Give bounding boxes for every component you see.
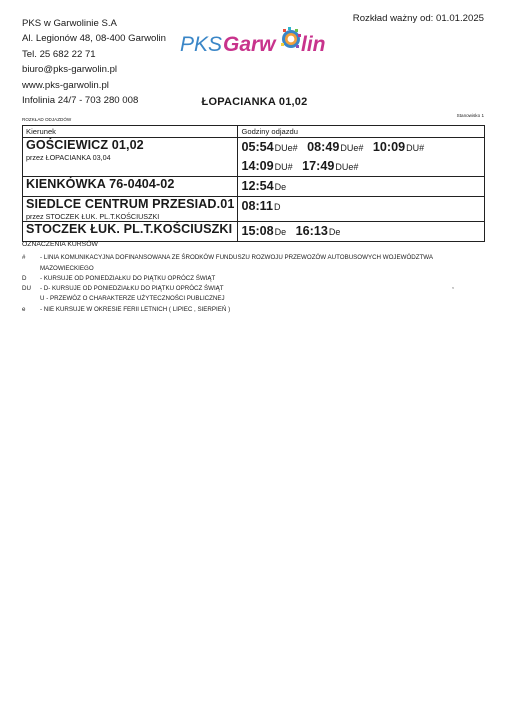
legend-text: U - PRZEWÓZ O CHARAKTERZE UŻYTECZNOŚCI PUBLICZNEJ bbox=[40, 295, 225, 303]
departure bbox=[241, 159, 292, 173]
destination-via: przez STOCZEK ŁUK. PL.T.KOŚCIUSZKI bbox=[26, 212, 160, 221]
legend-item bbox=[22, 305, 433, 315]
departure-mark: De bbox=[274, 182, 287, 192]
logo-text-lin: lin bbox=[301, 33, 326, 56]
destination-cell bbox=[23, 138, 238, 177]
company-name: PKS w Garwolinie S.A bbox=[22, 18, 117, 29]
departure-line bbox=[241, 222, 481, 241]
company-phone: Tel. 25 682 22 71 bbox=[22, 48, 96, 60]
departure-time: 16:13 bbox=[295, 224, 328, 238]
logo-text-pks: PKS bbox=[180, 33, 223, 56]
legend-symbol: DU bbox=[22, 285, 31, 293]
company-hotline: Infolinia 24/7 - 703 280 008 bbox=[22, 95, 139, 107]
departures-cell bbox=[238, 138, 485, 177]
legend-item bbox=[22, 274, 433, 284]
departure-time: 05:54 bbox=[241, 140, 274, 154]
destination-name: SIEDLCE CENTRUM PRZESIAD.01 bbox=[26, 197, 235, 211]
departure bbox=[302, 159, 358, 173]
table-header-row bbox=[23, 126, 485, 138]
legend-text: - LINIA KOMUNIKACYJNA DOFINANSOWANA ZE ŚRODKÓW FUNDUSZU ROZWOJU PRZEWOZÓW AUTOBUSOWYCH WOJEWÓDZTWA bbox=[40, 254, 434, 262]
departure-line bbox=[241, 197, 481, 216]
departure bbox=[241, 224, 286, 238]
departure-mark: DUe# bbox=[274, 143, 298, 153]
departures-cell bbox=[238, 177, 485, 197]
legend-symbol: e bbox=[22, 305, 26, 313]
pks-garwolin-logo bbox=[180, 20, 345, 60]
destination-name: KIENKÓWKA 76-0404-02 bbox=[26, 177, 175, 191]
legend-item bbox=[22, 294, 433, 304]
legend-item bbox=[22, 264, 433, 274]
logo-mosaic-o-icon bbox=[281, 27, 301, 48]
departure bbox=[307, 140, 363, 154]
legend-item bbox=[22, 253, 433, 263]
departures-cell bbox=[238, 197, 485, 222]
table-row bbox=[23, 197, 485, 222]
platform-label: Stanowisko 1 bbox=[456, 113, 484, 118]
table-row bbox=[23, 177, 485, 197]
table-row bbox=[23, 138, 485, 177]
departure-mark: D bbox=[273, 202, 281, 212]
departure-mark: DU# bbox=[406, 143, 425, 153]
legend-title: OZNACZENIA KURSÓW bbox=[22, 241, 98, 248]
logo-text-garw: Garw bbox=[223, 33, 276, 56]
departure bbox=[373, 140, 424, 154]
legend-text: - D- KURSUJE OD PONIEDZIAŁKU DO PIĄTKU OPRÓCZ ŚWIĄT bbox=[40, 285, 224, 293]
departure-mark: De bbox=[274, 227, 287, 237]
departure-mark: DUe# bbox=[335, 162, 359, 172]
departure-time: 12:54 bbox=[241, 179, 274, 193]
departure-time: 10:09 bbox=[372, 140, 406, 154]
company-email: biuro@pks-garwolin.pl bbox=[22, 64, 118, 76]
destination-cell bbox=[23, 177, 238, 197]
header-destination: Kierunek bbox=[23, 126, 238, 138]
departure-mark: De bbox=[328, 227, 341, 237]
departure-time: 08:11 bbox=[241, 199, 273, 213]
schedule-label: ROZKŁAD ODJAZDÓW bbox=[22, 117, 72, 122]
departures-cell bbox=[238, 222, 485, 242]
departure bbox=[296, 224, 341, 238]
company-website: www.pks-garwolin.pl bbox=[22, 79, 109, 91]
legend-text: - NIE KURSUJE W OKRESIE FERII LETNICH ( LIPIEC , SIERPIEŃ ) bbox=[40, 305, 231, 313]
stop-title: ŁOPACIANKA 01,02 bbox=[201, 96, 308, 108]
departure-time: 17:49 bbox=[302, 159, 335, 173]
legend-text: - KURSUJE OD PONIEDZIAŁKU DO PIĄTKU OPRÓCZ ŚWIĄT bbox=[40, 274, 216, 282]
legend-symbol: # bbox=[22, 254, 26, 262]
destination-name: STOCZEK ŁUK. PL.T.KOŚCIUSZKI bbox=[26, 222, 233, 236]
table-row bbox=[23, 222, 485, 242]
company-address: Al. Legionów 48, 08-400 Garwolin bbox=[22, 33, 166, 45]
legend bbox=[22, 240, 433, 315]
departure-time: 14:09 bbox=[241, 159, 274, 173]
stray-mark: , bbox=[452, 283, 454, 290]
timetable bbox=[22, 125, 485, 242]
validity-date: Rozkład ważny od: 01.01.2025 bbox=[352, 13, 484, 24]
legend-symbol: D bbox=[22, 274, 27, 282]
destination-name: GOŚCIEWICZ 01,02 bbox=[26, 138, 144, 152]
destination-cell bbox=[23, 222, 238, 242]
departure-line bbox=[241, 138, 481, 157]
legend-item bbox=[22, 284, 433, 294]
destination-cell bbox=[23, 197, 238, 222]
departure bbox=[241, 199, 280, 213]
departure-line bbox=[241, 177, 481, 196]
departure-time: 15:08 bbox=[241, 224, 274, 238]
company-info bbox=[22, 16, 166, 108]
departure-mark: DU# bbox=[274, 162, 293, 172]
destination-via: przez ŁOPACIANKA 03,04 bbox=[26, 153, 111, 162]
departure-mark: DUe# bbox=[340, 143, 364, 153]
departure-line bbox=[241, 157, 481, 176]
departure bbox=[241, 179, 286, 193]
header-departures: Godziny odjazdu bbox=[238, 126, 485, 138]
legend-text: MAZOWIECKIEGO bbox=[40, 264, 94, 272]
departure-time: 08:49 bbox=[307, 140, 340, 154]
departure bbox=[241, 140, 297, 154]
